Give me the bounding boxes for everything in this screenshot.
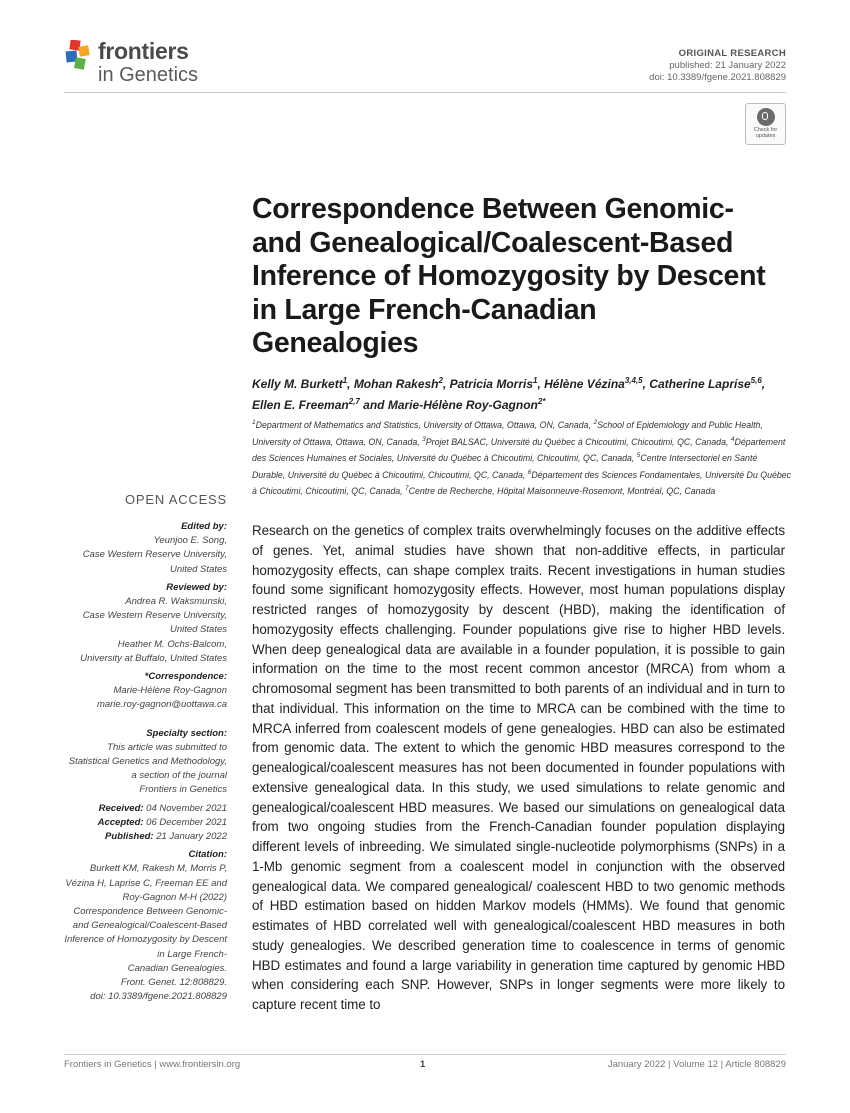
title-line: Correspondence Between Genomic-	[252, 193, 734, 225]
affiliation-text: Centre de Recherche, Hôpital Maisonneuve-Rosemont, Montréal, QC, Canada	[408, 485, 716, 496]
footer-issue-info: January 2022 | Volume 12 | Article 808829	[607, 1059, 786, 1070]
author-separator: ,	[761, 377, 766, 391]
received-label: Received:	[98, 802, 144, 814]
correspondence-name: Marie-Hélène Roy-Gagnon	[113, 685, 227, 697]
specialty-line: This article was submitted to	[107, 741, 227, 753]
reviewer-line: Andrea R. Waksmunski,	[125, 596, 227, 608]
editor-line: United States	[169, 563, 227, 575]
accepted-value: 06 December 2021	[143, 816, 227, 828]
citation-line: Canadian Genealogies.	[127, 962, 227, 974]
author-name[interactable]: Marie-Hélène Roy-Gagnon	[387, 398, 538, 412]
affiliation-number: 7	[405, 485, 409, 493]
published-date: published: 21 January 2022	[669, 60, 786, 71]
correspondence-label: *Correspondence:	[144, 671, 227, 683]
author-affiliation-ref: 1	[342, 376, 348, 385]
author-affiliation-ref: 1	[533, 376, 538, 385]
received-value: 04 November 2021	[143, 802, 227, 814]
author-name[interactable]: Hélène Vézina	[544, 377, 625, 391]
citation-line: in Large French-	[157, 948, 227, 960]
editor-line: Case Western Reserve University,	[82, 549, 227, 561]
title-line: in Large French-Canadian	[252, 293, 597, 326]
author-separator: ,	[537, 377, 545, 391]
author-affiliation-ref: 2,7	[348, 397, 360, 406]
specialty-line: Frontiers in Genetics	[139, 784, 227, 796]
received-date	[54, 802, 227, 816]
author-separator: ,	[442, 377, 450, 391]
citation-line: Roy-Gagnon M-H (2022)	[122, 891, 227, 903]
article-meta	[649, 48, 786, 84]
author-separator: and	[359, 398, 388, 412]
correspondence-email[interactable]: marie.roy-gagnon@uottawa.ca	[96, 699, 227, 711]
published-label: Published:	[105, 831, 154, 843]
author-name[interactable]: Mohan Rakesh	[353, 377, 439, 391]
specialty-section-label: Specialty section:	[146, 727, 227, 739]
reviewer-line: United States	[169, 624, 227, 636]
affiliation-number: 4	[730, 435, 735, 443]
affiliation-text: Département des Sciences Humaines et Sociales, Université du Québec à Chicoutimi, Chicoutimi, QC, Canada,	[252, 436, 786, 463]
author-name[interactable]: Catherine Laprise	[649, 377, 751, 391]
check-for-updates-button[interactable]	[745, 103, 786, 145]
affiliation-text: Department of Mathematics and Statistics, University of Ottawa, Ottawa, ON, Canada,	[255, 419, 594, 430]
page-number: 1	[420, 1059, 426, 1070]
reviewer-line: University at Buffalo, United States	[80, 652, 227, 664]
editor-line: Yeunjoo E. Song,	[153, 535, 227, 547]
citation-line: Burkett KM, Rakesh M, Morris P,	[89, 863, 227, 875]
edited-by-label: Edited by:	[181, 521, 227, 532]
accepted-date	[54, 816, 227, 830]
footer-divider	[64, 1054, 786, 1055]
author-affiliation-ref: 2	[537, 397, 543, 406]
affiliation-text: Projet BALSAC, Université du Québec à Chicoutimi, Chicoutimi, QC, Canada,	[425, 436, 731, 447]
citation-line: and Genealogical/Coalescent-Based	[72, 920, 227, 932]
author-affiliation-ref: 3,4,5	[624, 376, 643, 385]
accepted-label: Accepted:	[97, 816, 144, 828]
author-name[interactable]: Ellen E. Freeman	[252, 398, 349, 412]
open-access-label: OPEN ACCESS	[125, 492, 227, 507]
author-affiliation-ref: 5,6	[750, 376, 762, 385]
author-list	[252, 372, 792, 414]
author-name[interactable]: Kelly M. Burkett	[252, 377, 343, 391]
article-doi[interactable]: doi: 10.3389/fgene.2021.808829	[649, 72, 786, 83]
check-updates-label: Check for	[753, 127, 778, 133]
author-affiliation-ref: 2	[438, 376, 443, 385]
header-divider	[64, 92, 786, 93]
frontiers-logo-icon	[64, 40, 94, 72]
logo-journal-name: in Genetics	[98, 64, 199, 86]
affiliation-number: 3	[422, 435, 426, 443]
title-line: and Genealogical/Coalescent-Based	[252, 226, 734, 259]
check-updates-label-2: updates	[755, 133, 776, 139]
title-line: Genealogies	[252, 327, 419, 359]
affiliation-text: Département des Sciences Fondamentales, Université Du Québec à Chicoutimi, Chicoutimi, QC, Canada,	[252, 469, 792, 496]
affiliation-number: 2	[593, 419, 598, 426]
citation-line: Vézina H, Laprise C, Freeman EE and	[65, 877, 227, 889]
footer-journal-link[interactable]: Frontiers in Genetics | www.frontiersin.org	[64, 1059, 241, 1070]
author-separator: ,	[642, 377, 650, 391]
specialty-line: Statistical Genetics and Methodology,	[68, 756, 227, 768]
article-type: ORIGINAL RESEARCH	[678, 48, 786, 59]
citation-label: Citation:	[188, 849, 227, 861]
affiliations	[252, 416, 792, 499]
affiliation-text: Centre Intersectoriel en Santé Durable, Université du Québec à Chicoutimi, Chicoutimi, QC, Canada,	[252, 452, 758, 480]
published-date-sidebar	[54, 830, 227, 844]
reviewer-line: Case Western Reserve University,	[82, 610, 227, 622]
logo-wordmark: frontiers	[98, 38, 189, 64]
author-separator: ,	[347, 377, 354, 391]
affiliation-text: School of Epidemiology and Public Health, University of Ottawa, Ottawa, ON, Canada,	[252, 419, 763, 447]
reviewed-by-label: Reviewed by:	[166, 581, 227, 593]
title-line: Inference of Homozygosity by Descent	[252, 260, 766, 292]
article-title	[252, 193, 812, 361]
affiliation-number: 6	[527, 468, 532, 476]
citation-line: Correspondence Between Genomic-	[73, 906, 227, 918]
abstract-text: Research on the genetics of complex traits overwhelmingly focuses on the additive effects of genes. Yet, animal studies have shown that non-additive effects, in particular homozygosity effects, can shape complex traits. Recent investigations in human studies found some significant homozygosity effects. However, most human populations display restricted ranges of homozygosity by descent (HBD), making the identification of homozygosity effects challenging. Founder populations give rise to higher HBD levels. When deep genealogical data are available in a founder population, it is possible to gain information on the time to the most recent common ancestor (MRCA) from whom a chromosomal segment has been transmitted to both parents of an individual and in turn to that individual. This information on the time to MRCA can be combined with the time to MRCA inferred from coalescent models of gene genealogies. HBD can also be estimated from genomic data. The extent to which the genomic HBD measures correspond to the genealogical/coalescent measures has not been documented in founder populations with extensive genealogical data. In this study, we used simulations to relate genomic and genealogical/coalescent HBD measures. We based our simulations on genealogical data from two ongoing studies from the French-Canadian founder population displaying different levels of inbreeding. We simulated single-nucleotide polymorphisms (SNPs) in a 1-Mb genomic segment from a coalescent model in conjunction with the observed genealogical data. We compared genealogical/ coalescent HBD to two genomic methods of HBD estimation based on hidden Markov models (HMMs). We found that genomic estimates of HBD correlated well with genealogical/coalescent HBD measures in both study genealogies. We described generation time to coalescence in terms of genomic HBD estimates and found a large variability in generation time captured by genomic HBD when considering each SNP. However, SNPs in longer segments were more likely to capture recent time to	[252, 523, 785, 1012]
author-name[interactable]: Patricia Morris	[449, 377, 533, 391]
reviewer-line: Heather M. Ochs-Balcom,	[117, 638, 227, 650]
specialty-line: a section of the journal	[131, 770, 227, 782]
citation-line: Inference of Homozygosity by Descent	[64, 934, 227, 946]
published-value: 21 January 2022	[153, 831, 227, 843]
citation-doi[interactable]: doi: 10.3389/fgene.2021.808829	[90, 991, 227, 1003]
affiliation-number: 1	[252, 419, 256, 426]
corresponding-author-mark: *	[542, 397, 546, 406]
citation-line: Front. Genet. 12:808829.	[120, 977, 227, 989]
crossmark-icon	[757, 108, 775, 126]
journal-logo[interactable]	[64, 38, 224, 88]
article-sidebar	[54, 520, 227, 1005]
affiliation-number: 5	[636, 452, 641, 460]
